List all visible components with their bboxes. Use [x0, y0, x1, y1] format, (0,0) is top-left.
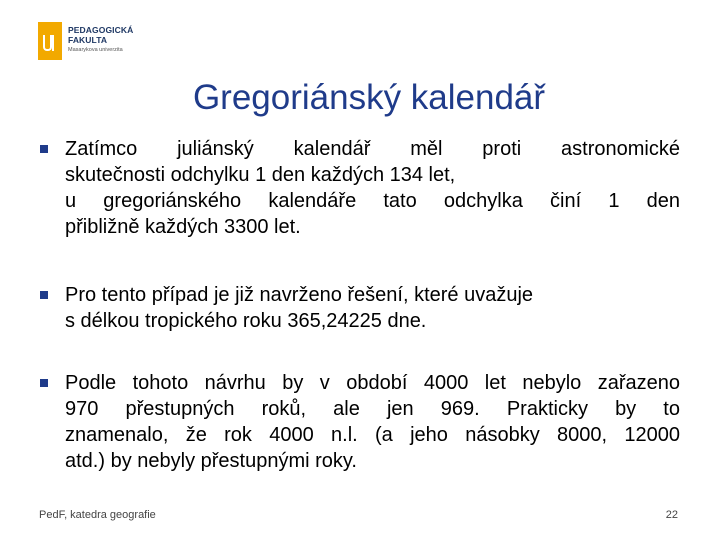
bullet-line: atd.) by nebyly přestupnými roky.	[65, 450, 357, 472]
logo-line-3: Masarykova univerzita	[68, 47, 123, 53]
page-number: 22	[665, 509, 678, 521]
bullet-line: znamenalo, že rok 4000 n.l. (a jeho násobky 8000, 12000	[65, 424, 680, 446]
bullet-line: u gregoriánského kalendáře tato odchylka činí 1 den	[65, 190, 680, 212]
bullet-line: Pro tento případ je již navrženo řešení, které uvažuje	[65, 284, 534, 306]
logo-line-1: PEDAGOGICKÁ	[68, 25, 134, 35]
slide-title-text: Gregoriánský kalendář	[192, 78, 546, 117]
bullet-item	[38, 370, 680, 474]
bullet-line: skutečnosti odchylku 1 den každých 134 let,	[65, 164, 456, 186]
logo-line-2: FAKULTA	[68, 34, 108, 45]
logo-text	[68, 22, 133, 54]
bullet-line: s délkou tropického roku 365,24225 dne.	[65, 310, 427, 332]
bullet-list	[38, 136, 680, 474]
bullet-item	[38, 282, 680, 334]
bullet-line: Zatímco juliánský kalendář měl proti astronomické	[65, 138, 680, 160]
bullet-line: Podle tohoto návrhu by v období 4000 let nebylo zařazeno	[65, 372, 680, 394]
footer-department: PedF, katedra geografie	[39, 509, 156, 521]
bullet-line: přibližně každých 3300 let.	[65, 216, 301, 238]
bullet-item	[38, 136, 680, 240]
slide-title	[0, 78, 720, 118]
faculty-logo-icon	[38, 22, 62, 60]
faculty-logo	[38, 22, 133, 62]
bullet-line: 970 přestupných roků, ale jen 969. Prakticky by to	[65, 398, 680, 420]
